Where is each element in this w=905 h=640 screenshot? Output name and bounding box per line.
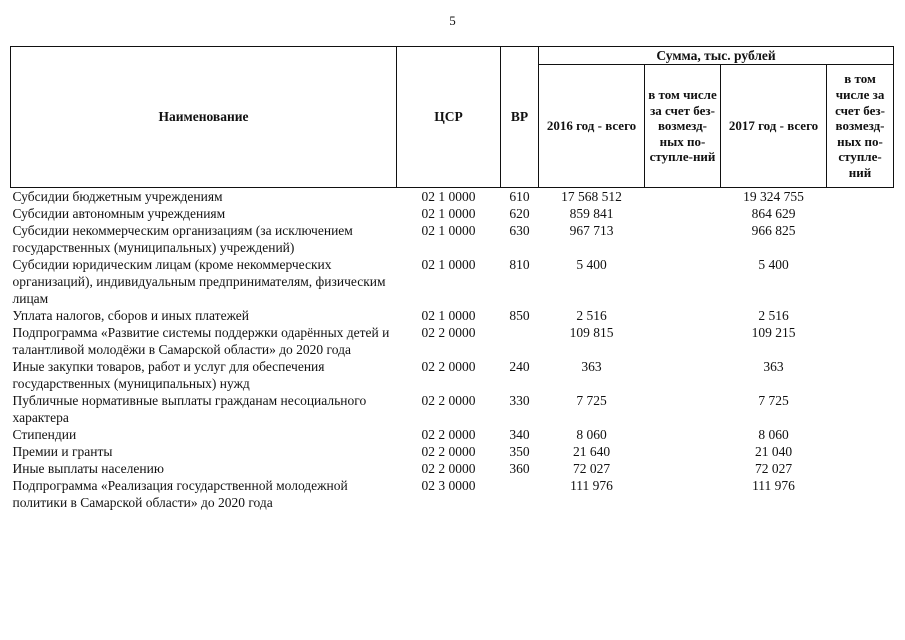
row-2016-gratuitous [645,256,721,307]
row-2016-gratuitous [645,392,721,426]
row-csr: 02 1 0000 [421,206,476,221]
table-row [11,222,894,256]
row-2016-gratuitous [645,205,721,222]
row-2017-gratuitous [827,477,894,511]
row-2016-gratuitous [645,307,721,324]
row-vr: 810 [509,257,530,272]
row-2016-total: 8 060 [576,427,607,442]
row-2017-gratuitous [827,222,894,256]
row-2017-gratuitous [827,324,894,358]
table-row [11,477,894,511]
table-row [11,256,894,307]
row-vr [501,324,539,358]
row-vr: 340 [509,427,530,442]
row-name: Субсидии автономным учреждениям [12,206,226,221]
row-csr: 02 1 0000 [421,223,476,238]
header-vr: ВР [501,47,539,188]
table-row [11,307,894,324]
row-name: Премии и гранты [12,444,113,459]
header-csr: ЦСР [397,47,501,188]
row-2017-total: 109 215 [751,325,796,340]
row-2016-gratuitous [645,358,721,392]
row-2016-total: 7 725 [576,393,607,408]
row-vr: 350 [509,444,530,459]
row-2017-total: 5 400 [758,257,789,272]
row-csr: 02 1 0000 [421,189,476,204]
row-name: Подпрограмма «Реализация государственной молодежной политики в Самарской области» до 2020 года [12,478,348,510]
row-2016-gratuitous [645,443,721,460]
row-2017-total: 8 060 [758,427,789,442]
row-2017-gratuitous [827,205,894,222]
row-csr: 02 2 0000 [421,427,476,442]
table-row [11,443,894,460]
row-name: Уплата налогов, сборов и иных платежей [12,308,249,323]
row-csr: 02 1 0000 [421,308,476,323]
row-vr: 360 [509,461,530,476]
row-2016-total: 363 [581,359,602,374]
row-2017-total: 111 976 [752,478,795,493]
row-csr: 02 2 0000 [421,325,476,340]
row-vr [501,477,539,511]
row-2016-gratuitous [645,460,721,477]
row-2016-total: 72 027 [572,461,611,476]
row-vr: 630 [509,223,530,238]
row-2016-gratuitous [645,426,721,443]
table-header [11,47,894,188]
table-row [11,392,894,426]
row-2016-gratuitous [645,477,721,511]
row-2016-total: 17 568 512 [561,189,622,204]
row-2016-total: 859 841 [569,206,614,221]
row-vr: 610 [509,189,530,204]
row-vr: 850 [509,308,530,323]
budget-table [10,46,894,511]
header-sum-group: Сумма, тыс. рублей [539,47,894,65]
row-2017-gratuitous [827,443,894,460]
row-2017-gratuitous [827,426,894,443]
row-csr: 02 3 0000 [421,478,476,493]
row-name: Иные выплаты населению [12,461,164,476]
row-2017-gratuitous [827,392,894,426]
table-row [11,188,894,206]
row-csr: 02 2 0000 [421,393,476,408]
table-row [11,205,894,222]
row-2017-gratuitous [827,188,894,206]
row-2017-total: 19 324 755 [743,189,804,204]
table-row [11,324,894,358]
row-2017-total: 2 516 [758,308,789,323]
row-vr: 330 [509,393,530,408]
row-name: Публичные нормативные выплаты гражданам несоциального характера [12,393,367,425]
row-vr: 620 [509,206,530,221]
row-2017-gratuitous [827,307,894,324]
row-2016-gratuitous [645,222,721,256]
row-name: Стипендии [12,427,77,442]
header-name: Наименование [11,47,397,188]
table-row [11,426,894,443]
table-body [11,188,894,512]
row-2016-total: 109 815 [569,325,614,340]
header-2017-total: 2017 год - всего [721,65,827,188]
row-2017-total: 21 040 [754,444,793,459]
table-row [11,358,894,392]
row-name: Субсидии бюджетным учреждениям [12,189,223,204]
row-2016-total: 21 640 [572,444,611,459]
row-2017-total: 966 825 [751,223,796,238]
row-2017-gratuitous [827,358,894,392]
row-2017-gratuitous [827,460,894,477]
row-2017-total: 7 725 [758,393,789,408]
row-name: Иные закупки товаров, работ и услуг для обеспечения государственных (муниципальных) нужд [12,359,325,391]
row-csr: 02 1 0000 [421,257,476,272]
row-2016-gratuitous [645,188,721,206]
row-2016-total: 967 713 [569,223,614,238]
row-vr: 240 [509,359,530,374]
header-2016-total: 2016 год - всего [539,65,645,188]
row-2017-total: 72 027 [754,461,793,476]
row-name: Субсидии юридическим лицам (кроме некоммерческих организаций), индивидуальным предпринимателям, физическим лицам [12,257,386,306]
row-2016-total: 2 516 [576,308,607,323]
row-2016-gratuitous [645,324,721,358]
row-csr: 02 2 0000 [421,461,476,476]
row-name: Подпрограмма «Развитие системы поддержки одарённых детей и талантливой молодёжи в Самарской области» до 2020 года [12,325,390,357]
page-number: 5 [449,13,456,28]
row-2017-total: 363 [763,359,784,374]
row-2016-total: 5 400 [576,257,607,272]
row-name: Субсидии некоммерческим организациям (за исключением государственных (муниципальных) учреждений) [12,223,353,255]
row-csr: 02 2 0000 [421,359,476,374]
header-2016-gratuitous: в том числе за счет без-возмезд-ных по-ступле-ний [645,65,721,188]
row-2017-gratuitous [827,256,894,307]
row-2016-total: 111 976 [570,478,613,493]
row-csr: 02 2 0000 [421,444,476,459]
row-2017-total: 864 629 [751,206,796,221]
table-row [11,460,894,477]
header-2017-gratuitous: в том числе за счет без-возмезд-ных по-ступле-ний [827,65,894,188]
